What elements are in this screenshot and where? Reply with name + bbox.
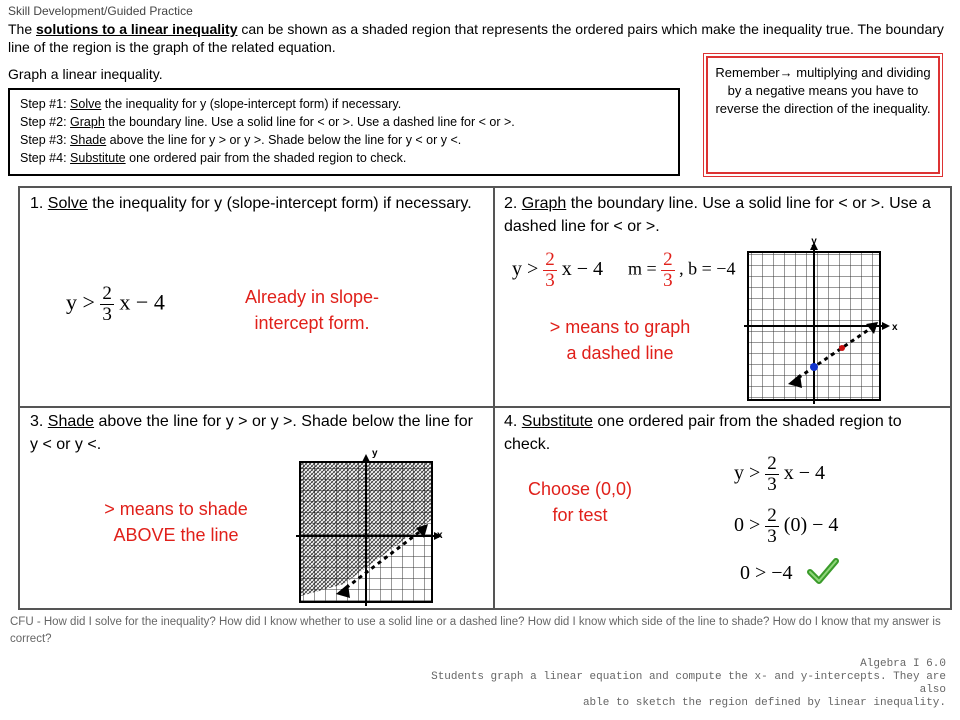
step-verb: Shade <box>70 133 107 147</box>
note-line-1: > means to shade <box>104 499 248 519</box>
fraction-denominator: 3 <box>767 474 777 495</box>
step-label: Step #2: <box>20 115 71 129</box>
fraction-numerator: 2 <box>545 249 555 270</box>
fraction <box>765 454 779 495</box>
step-3 <box>20 131 668 149</box>
step-verb: Substitute <box>70 151 126 165</box>
x-axis-arrow-icon <box>882 322 890 330</box>
intro-text <box>8 20 948 56</box>
cell-2-inequality <box>512 250 603 291</box>
standard-line-3: able to sketch the region defined by linear inequality. <box>582 697 946 709</box>
steps-box <box>8 88 680 176</box>
fraction-denominator: 3 <box>767 526 777 547</box>
note-line-1: Choose (0,0) <box>527 479 633 499</box>
intro-pre: The <box>8 21 37 37</box>
step-2 <box>20 113 668 131</box>
graph-shaded-region <box>292 446 452 606</box>
math-x-minus-4: x − 4 <box>783 462 826 485</box>
remember-box: Remember→ multiplying and dividing by a negative means you have to reverse the direction of the inequality. <box>706 56 940 174</box>
cell-3-note <box>78 496 274 548</box>
step-rest: the boundary line. Use a solid line for < or >. Use a dashed line for < or >. <box>104 115 515 129</box>
cell-verb: Graph <box>521 195 567 212</box>
checkmark-icon <box>806 556 840 586</box>
step-rest: the inequality for y (slope-intercept form) if necessary. <box>101 97 402 111</box>
math-y-gt: y > <box>66 289 95 315</box>
fraction-denominator: 3 <box>545 270 555 291</box>
step-4 <box>20 149 668 167</box>
cell-1-note <box>222 284 402 336</box>
cell-number: 4. <box>504 413 522 430</box>
note-line-2: ABOVE the line <box>113 525 239 545</box>
cell-rest: one ordered pair from the shaded region to check. <box>504 413 902 453</box>
cell-4-inequality <box>734 454 825 495</box>
fraction-denominator: 3 <box>102 304 112 325</box>
standard-line-1: Algebra I 6.0 <box>860 658 946 670</box>
y-axis-arrow-icon <box>362 454 370 462</box>
step-1 <box>20 95 668 113</box>
grid-divider-vertical <box>493 186 495 610</box>
math-x-minus-4: x − 4 <box>119 289 165 315</box>
math-y-gt: y > <box>734 462 761 485</box>
x-axis-label: x <box>892 322 898 333</box>
math-y-gt: y > <box>512 258 539 281</box>
step-verb: Graph <box>70 115 105 129</box>
y-axis-label: y <box>372 448 378 459</box>
cfu-text: How did I solve for the inequality? How did I know whether to use a solid line or a dashed line? How did I know which side of the line to shade? How do I know that my answer is correct? <box>10 616 941 645</box>
fraction-denominator: 3 <box>663 270 673 291</box>
math-paren-zero: (0) − 4 <box>783 514 839 537</box>
cell-verb: Solve <box>47 195 88 212</box>
y-axis-label: y <box>811 236 817 247</box>
math-zero-gt: 0 > <box>734 514 761 537</box>
fraction-red <box>543 250 557 291</box>
slope-point <box>839 345 845 351</box>
cell-number: 3. <box>30 413 48 430</box>
header-label: Skill Development/Guided Practice <box>8 4 193 18</box>
fraction-numerator: 2 <box>663 249 673 270</box>
step-label: Step #4: <box>20 151 71 165</box>
x-axis-label: x <box>437 530 443 541</box>
cell-4-result: 0 > −4 <box>740 562 793 584</box>
note-line-1: Already in slope- <box>244 287 380 307</box>
y-intercept-point <box>810 363 818 371</box>
cfu-questions <box>10 614 950 648</box>
standard-text <box>426 658 946 710</box>
cell-2-slope-intercept <box>628 250 735 291</box>
cell-verb: Shade <box>47 413 95 430</box>
cell-4-text <box>504 410 946 456</box>
intercept-label: , b = −4 <box>679 258 736 279</box>
cfu-label: CFU - <box>10 616 44 628</box>
fraction-numerator: 2 <box>767 505 777 526</box>
step-verb: Solve <box>70 97 102 111</box>
note-line-1: > means to graph <box>549 317 691 337</box>
step-label: Step #1: <box>20 97 71 111</box>
note-line-2: for test <box>552 505 608 525</box>
graph-title: Graph a linear inequality. <box>8 66 163 82</box>
intro-post: can be shown as a shaded region that represents the ordered pairs which make the inequality true. The boundary line of the region is the graph of the related equation. <box>8 21 944 55</box>
cell-2-note <box>520 314 720 366</box>
cell-rest: the inequality for y (slope-intercept form) if necessary. <box>87 195 472 212</box>
cell-1-inequality <box>66 284 165 325</box>
cell-number: 2. <box>504 195 522 212</box>
fraction-numerator: 2 <box>102 283 112 304</box>
fraction <box>100 284 114 325</box>
cell-4-note <box>510 476 650 528</box>
fraction-red <box>661 250 675 291</box>
grid-divider-horizontal <box>18 406 952 408</box>
cell-number: 1. <box>30 195 48 212</box>
math-x-minus-4: x − 4 <box>561 258 604 281</box>
cell-1-text <box>30 192 485 215</box>
cell-verb: Substitute <box>521 413 593 430</box>
cell-rest: above the line for y > or y >. Shade below the line for y < or y <. <box>30 413 473 453</box>
note-line-2: a dashed line <box>566 343 674 363</box>
slope-label: m = <box>628 258 657 279</box>
cell-4-substitution <box>734 506 838 547</box>
step-label: Step #3: <box>20 133 71 147</box>
fraction-numerator: 2 <box>767 453 777 474</box>
intro-bold-phrase: solutions to a linear inequality <box>36 21 238 37</box>
step-rest: above the line for y > or y >. Shade below the line for y < or y <. <box>106 133 462 147</box>
step-rest: one ordered pair from the shaded region to check. <box>125 151 407 165</box>
cell-rest: the boundary line. Use a solid line for < or >. Use a dashed line for < or >. <box>504 195 931 235</box>
graph-dashed-boundary <box>740 232 900 404</box>
fraction <box>765 506 779 547</box>
note-line-2: intercept form. <box>254 313 370 333</box>
standard-line-2: Students graph a linear equation and compute the x- and y-intercepts. They are also <box>431 671 946 696</box>
